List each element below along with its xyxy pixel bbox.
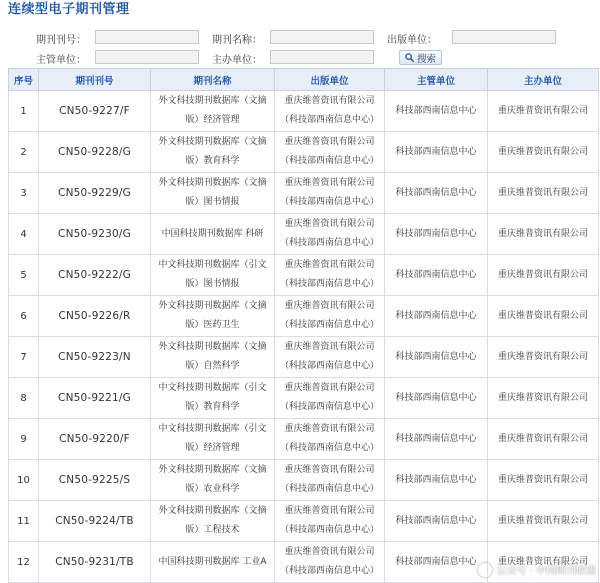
watermark-text: 公众号 · 中国期刊联盟: [496, 566, 596, 577]
cell-journal-name-text: 外文科技期刊数据库（文摘: [158, 342, 267, 352]
cell-index: [9, 214, 39, 255]
cell-sponsor: [488, 173, 599, 214]
cell-sponsor-text: 重庆维普资讯有限公司: [497, 310, 588, 321]
cell-publisher-text: 重庆维普资讯有限公司: [284, 506, 375, 516]
cell-issn-text: CN50-9227/F: [59, 104, 130, 117]
cell-issn: [39, 214, 151, 255]
cell-supervisor-text: 科技部西南信息中心: [395, 310, 477, 321]
cell-publisher-text: （科技部西南信息中心）: [279, 115, 379, 125]
cell-journal-name-text: 中文科技期刊数据库（引文: [158, 260, 267, 270]
cell-index-text: 2: [20, 146, 27, 158]
table-body: [9, 91, 599, 583]
cell-journal-name-text: 版）经济管理: [185, 115, 240, 125]
cell-index: [9, 296, 39, 337]
cell-publisher-text: （科技部西南信息中心）: [279, 320, 379, 330]
cell-issn: [39, 419, 151, 460]
cell-issn: [39, 132, 151, 173]
journal-name-label: 期刊名称：: [212, 35, 262, 46]
cell-sponsor: [488, 255, 599, 296]
cell-publisher-text: 重庆维普资讯有限公司: [284, 137, 375, 147]
cell-sponsor: [488, 337, 599, 378]
cell-publisher: [275, 132, 385, 173]
cell-supervisor: [385, 337, 488, 378]
table-row[interactable]: [9, 337, 599, 378]
column-header-supervisor[interactable]: 主管单位: [385, 69, 488, 91]
cell-journal-name-text: 外文科技期刊数据库（文摘: [158, 301, 267, 311]
journal-name-input[interactable]: [270, 30, 374, 44]
cell-supervisor-text: 科技部西南信息中心: [395, 105, 477, 116]
journal-table: [8, 68, 599, 583]
cell-supervisor-text: 科技部西南信息中心: [395, 351, 477, 362]
cell-supervisor-text: 科技部西南信息中心: [395, 228, 477, 239]
cell-index-text: 6: [20, 310, 27, 322]
cell-supervisor-text: 科技部西南信息中心: [395, 269, 477, 280]
cell-sponsor: [488, 501, 599, 542]
cell-index-text: 12: [17, 556, 30, 568]
cell-issn: [39, 173, 151, 214]
cell-publisher: [275, 378, 385, 419]
cell-journal-name-text: 版）医药卫生: [185, 320, 240, 330]
cell-journal-name-text: 外文科技期刊数据库（文摘: [158, 178, 267, 188]
cell-journal-name: [151, 337, 275, 378]
cell-sponsor: [488, 419, 599, 460]
page-title: 连续型电子期刊管理: [8, 2, 130, 17]
cell-index: [9, 132, 39, 173]
publisher-label: 出版单位：: [387, 35, 437, 46]
cell-supervisor: [385, 132, 488, 173]
issn-label: 期刊刊号：: [36, 35, 86, 46]
cell-sponsor-text: 重庆维普资讯有限公司: [497, 269, 588, 280]
cell-publisher-text: （科技部西南信息中心）: [279, 156, 379, 166]
cell-journal-name-text: 外文科技期刊数据库（文摘: [158, 96, 267, 106]
cell-journal-name-text: 中文科技期刊数据库（引文: [158, 383, 267, 393]
cell-issn-text: CN50-9225/S: [58, 473, 131, 486]
table-row[interactable]: [9, 173, 599, 214]
issn-input[interactable]: [95, 30, 199, 44]
cell-sponsor-text: 重庆维普资讯有限公司: [497, 474, 588, 485]
cell-supervisor: [385, 501, 488, 542]
cell-publisher: [275, 255, 385, 296]
cell-supervisor: [385, 214, 488, 255]
column-header-sponsor[interactable]: 主办单位: [488, 69, 599, 91]
cell-journal-name-text: 版）工程技术: [185, 525, 240, 535]
table-row[interactable]: [9, 378, 599, 419]
cell-publisher-text: （科技部西南信息中心）: [279, 484, 379, 494]
cell-index-text: 3: [20, 187, 27, 199]
cell-index: [9, 460, 39, 501]
table-row[interactable]: [9, 296, 599, 337]
cell-publisher-text: （科技部西南信息中心）: [279, 279, 379, 289]
cell-publisher: [275, 542, 385, 583]
cell-journal-name-text: 版）图书情报: [185, 197, 240, 207]
cell-publisher: [275, 419, 385, 460]
cell-issn: [39, 501, 151, 542]
cell-publisher-text: （科技部西南信息中心）: [279, 566, 379, 576]
cell-issn: [39, 255, 151, 296]
cell-publisher-text: 重庆维普资讯有限公司: [284, 260, 375, 270]
cell-publisher-text: （科技部西南信息中心）: [279, 361, 379, 371]
cell-sponsor-text: 重庆维普资讯有限公司: [497, 351, 588, 362]
cell-journal-name: [151, 132, 275, 173]
cell-index: [9, 542, 39, 583]
cell-index-text: 11: [17, 515, 30, 527]
magnifier-icon: [405, 53, 414, 62]
cell-supervisor-text: 科技部西南信息中心: [395, 392, 477, 403]
watermark: [478, 562, 596, 577]
cell-journal-name: [151, 460, 275, 501]
cell-journal-name-text: 外文科技期刊数据库（文摘: [158, 506, 267, 516]
sponsor-input[interactable]: [270, 50, 374, 64]
supervisor-input[interactable]: [95, 50, 199, 64]
cell-issn-text: CN50-9228/G: [58, 145, 131, 158]
cell-sponsor-text: 重庆维普资讯有限公司: [497, 228, 588, 239]
cell-journal-name-text: 版）教育科学: [185, 402, 240, 412]
table-row[interactable]: [9, 419, 599, 460]
cell-publisher-text: （科技部西南信息中心）: [279, 197, 379, 207]
cell-journal-name: [151, 91, 275, 132]
cell-sponsor: [488, 460, 599, 501]
cell-issn: [39, 542, 151, 583]
cell-sponsor-text: 重庆维普资讯有限公司: [497, 433, 588, 444]
cell-publisher: [275, 501, 385, 542]
cell-journal-name-text: 版）自然科学: [185, 361, 240, 371]
cell-journal-name: [151, 255, 275, 296]
cell-publisher-text: （科技部西南信息中心）: [279, 238, 379, 248]
supervisor-label: 主管单位：: [36, 55, 86, 66]
cell-issn-text: CN50-9229/G: [58, 186, 131, 199]
column-header-journal-name[interactable]: 期刊名称: [151, 69, 275, 91]
cell-publisher: [275, 460, 385, 501]
column-header-index[interactable]: 序号: [9, 69, 39, 91]
cell-supervisor: [385, 296, 488, 337]
table-row[interactable]: [9, 132, 599, 173]
cell-supervisor: [385, 542, 488, 583]
cell-publisher-text: 重庆维普资讯有限公司: [284, 301, 375, 311]
cell-publisher-text: 重庆维普资讯有限公司: [284, 383, 375, 393]
cell-issn: [39, 460, 151, 501]
sponsor-label: 主办单位：: [212, 55, 262, 66]
cell-sponsor: [488, 378, 599, 419]
cell-supervisor-text: 科技部西南信息中心: [395, 474, 477, 485]
cell-publisher: [275, 91, 385, 132]
cell-journal-name-text: 中国科技期刊数据库 工业A: [158, 556, 267, 567]
cell-sponsor-text: 重庆维普资讯有限公司: [497, 146, 588, 157]
cell-publisher-text: 重庆维普资讯有限公司: [284, 465, 375, 475]
cell-sponsor-text: 重庆维普资讯有限公司: [497, 392, 588, 403]
cell-supervisor-text: 科技部西南信息中心: [395, 433, 477, 444]
cell-index: [9, 91, 39, 132]
cell-index-text: 9: [20, 433, 27, 445]
cell-issn-text: CN50-9221/G: [58, 391, 131, 404]
publisher-input[interactable]: [452, 30, 556, 44]
cell-publisher: [275, 214, 385, 255]
cell-index: [9, 255, 39, 296]
cell-index-text: 8: [20, 392, 27, 404]
cell-index-text: 7: [20, 351, 27, 363]
cell-index: [9, 173, 39, 214]
cell-journal-name-text: 版）教育科学: [185, 156, 240, 166]
cell-issn-text: CN50-9224/TB: [55, 514, 134, 527]
cell-index: [9, 419, 39, 460]
cell-supervisor: [385, 91, 488, 132]
cell-publisher-text: 重庆维普资讯有限公司: [284, 219, 375, 229]
cell-sponsor-text: 重庆维普资讯有限公司: [497, 105, 588, 116]
cell-issn-text: CN50-9222/G: [58, 268, 131, 281]
cell-supervisor-text: 科技部西南信息中心: [395, 187, 477, 198]
cell-journal-name: [151, 296, 275, 337]
search-button-label: 搜索: [416, 53, 436, 65]
cell-issn-text: CN50-9223/N: [58, 350, 131, 363]
cell-journal-name: [151, 501, 275, 542]
cell-sponsor-text: 重庆维普资讯有限公司: [497, 556, 588, 567]
cell-index-text: 4: [20, 228, 27, 240]
cell-supervisor: [385, 173, 488, 214]
cell-index: [9, 378, 39, 419]
cell-sponsor: [488, 132, 599, 173]
cell-sponsor: [488, 296, 599, 337]
cell-sponsor-text: 重庆维普资讯有限公司: [497, 187, 588, 198]
cell-publisher-text: （科技部西南信息中心）: [279, 443, 379, 453]
cell-publisher-text: （科技部西南信息中心）: [279, 402, 379, 412]
cell-publisher: [275, 173, 385, 214]
cell-issn-text: CN50-9226/R: [58, 309, 131, 322]
cell-journal-name: [151, 419, 275, 460]
cell-publisher-text: 重庆维普资讯有限公司: [284, 547, 375, 557]
cell-journal-name-text: 外文科技期刊数据库（文摘: [158, 465, 267, 475]
cell-index-text: 5: [20, 269, 27, 281]
cell-journal-name: [151, 173, 275, 214]
cell-journal-name: [151, 542, 275, 583]
table-row[interactable]: [9, 460, 599, 501]
table-row[interactable]: [9, 91, 599, 132]
table-row[interactable]: [9, 214, 599, 255]
wechat-logo-icon: [478, 563, 492, 577]
table-header-row: [9, 69, 599, 91]
cell-supervisor: [385, 378, 488, 419]
cell-publisher: [275, 296, 385, 337]
cell-issn: [39, 91, 151, 132]
cell-issn: [39, 296, 151, 337]
cell-publisher-text: 重庆维普资讯有限公司: [284, 96, 375, 106]
cell-issn-text: CN50-9220/F: [59, 432, 130, 445]
cell-index-text: 10: [17, 474, 30, 486]
cell-supervisor: [385, 419, 488, 460]
cell-index: [9, 501, 39, 542]
table-row[interactable]: [9, 501, 599, 542]
filter-form: [0, 26, 600, 66]
cell-journal-name-text: 版）农业科学: [185, 484, 240, 494]
search-button[interactable]: [399, 50, 442, 65]
cell-publisher-text: （科技部西南信息中心）: [279, 525, 379, 535]
cell-publisher-text: 重庆维普资讯有限公司: [284, 178, 375, 188]
cell-sponsor: [488, 91, 599, 132]
cell-publisher-text: 重庆维普资讯有限公司: [284, 342, 375, 352]
cell-supervisor: [385, 255, 488, 296]
cell-journal-name-text: 中文科技期刊数据库（引文: [158, 424, 267, 434]
cell-index-text: 1: [20, 105, 27, 117]
cell-journal-name: [151, 378, 275, 419]
cell-publisher-text: 重庆维普资讯有限公司: [284, 424, 375, 434]
cell-issn-text: CN50-9230/G: [58, 227, 131, 240]
cell-journal-name-text: 外文科技期刊数据库（文摘: [158, 137, 267, 147]
cell-journal-name-text: 中国科技期刊数据库 科研: [161, 228, 264, 239]
cell-publisher: [275, 337, 385, 378]
table-row[interactable]: [9, 255, 599, 296]
cell-journal-name-text: 版）图书情报: [185, 279, 240, 289]
cell-supervisor-text: 科技部西南信息中心: [395, 556, 477, 567]
cell-sponsor: [488, 214, 599, 255]
cell-journal-name: [151, 214, 275, 255]
cell-issn: [39, 378, 151, 419]
cell-index: [9, 337, 39, 378]
cell-supervisor-text: 科技部西南信息中心: [395, 146, 477, 157]
cell-supervisor: [385, 460, 488, 501]
cell-issn: [39, 337, 151, 378]
cell-supervisor-text: 科技部西南信息中心: [395, 515, 477, 526]
column-header-issn[interactable]: 期刊刊号: [39, 69, 151, 91]
cell-journal-name-text: 版）经济管理: [185, 443, 240, 453]
cell-issn-text: CN50-9231/TB: [55, 555, 134, 568]
column-header-publisher[interactable]: 出版单位: [275, 69, 385, 91]
cell-sponsor-text: 重庆维普资讯有限公司: [497, 515, 588, 526]
